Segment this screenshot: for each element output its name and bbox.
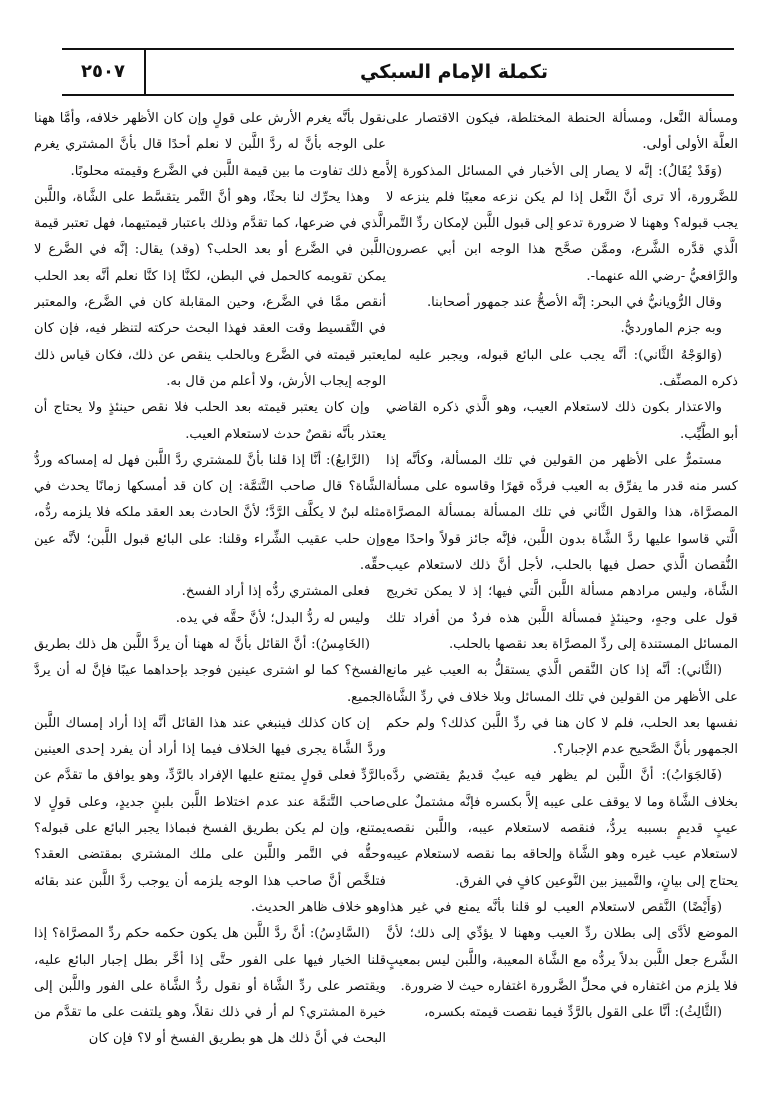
paragraph: ومسألة النَّعل، ومسألة الحنطة المختلطة، فيكون الاقتصار على العلَّة الأولى أولى. — [386, 111, 738, 153]
paragraph: (وَالوَجْهُ الثَّاني): أنَّه يجب على البائع قبوله، ويجبر عليه لما ذكره المصنِّف. — [386, 347, 738, 389]
paragraph: (السَّادِسُ): أنَّ ردَّ اللَّبن هل يكون حكمه حكم ردِّ المصرَّاة؟ إذا قلنا الخيار فيها على الفور حتَّى إذا أخَّر بطل إجبار البائع عليه، ويقتصر على ردِّ الشَّاة أو نقول ردُّ الشَّاة على الفور واللَّبن إلى خيرة المشتري؟ لم أر في ذلك نقلاً، وهو يلتفت على ما تقدَّم من البحث في أنَّ ذلك هل هو بطريق الفسخ أو لا؟ فإن كان — [34, 926, 386, 1047]
paragraph: إن كان كذلك فينبغي عند هذا القائل أنَّه إذا أراد إمساك اللَّبن وردَّ الشَّاة يجرى فيها الخلاف فيما إذا أراد أن يفرد إحدى العينين بالرَّدِّ فعلى قولٍ يمتنع عليها الإفراد بالرَّدِّ، وهو يوافق ما تقدَّم عن صاحب التَّتمَّة عند عدم اختلاط اللَّبن بلبنٍ جديدٍ، وعلى قولٍ لا يمتنع، وإن لم يكن بطريق الفسخ فبماذا يجبر البائع على قبوله؟ وحقُّه في التَّمر واللَّبن على ملك المشتري بمقتضى العقد؟ فتلخَّص أنَّ صاحب هذا الوجه يلزمه أن يوجب ردَّ اللَّبن عند بقائه وهو خلاف ظاهر الحديث. — [34, 715, 386, 915]
paragraph: وإن كان يعتبر قيمته بعد الحلب فلا نقص حينئذٍ ولا يحتاج أن يعتذر بأنَّه نقصٌ حدث لاستعلام العيب. — [34, 400, 386, 442]
paragraph: (الخَامِسُ): أنَّ القائل بأنَّ له ههنا أن يردَّ اللَّبن هل ذلك بطريق الفسخ؟ كما لو اشترى عينين فوجد بإحداهما عيبًا فإنَّ له أن يردَّ الجميع. — [34, 636, 386, 705]
page-title: تكملة الإمام السبكي — [360, 61, 548, 83]
page-number: ٢٥٠٧ — [62, 50, 146, 94]
paragraph: وهذا يحرِّك لنا بحثًا، وهو أنَّ التَّمر يتقسَّط على الشَّاة، واللَّبن الَّذي في ضرعها، كما تقدَّم وذلك باعتبار قيمتيهما، فهل تعتبر قيمة اللَّبن في الضَّرع أو بعد الحلب؟ (وقد) يقال: إنَّه في الضَّرع لا يمكن تقويمه كالحمل في البطن، لكنَّا إذا كنَّا نعلم أنَّه بعد الحلب أنقص ممَّا في الضَّرع، وحين المقابلة كان في الضَّرع، والمعتبر في التَّقسيط وقت العقد فهذا البحث حركته لتنظر فيه، فإن كان يعتبر قيمته في الضَّرع وبالحلب ينقص عن ذلك، فكان قياس ذلك الوجه إيجاب الأرش، ولا أعلم من قال به. — [34, 189, 386, 389]
paragraph: نقول بأنَّه يغرم الأرش على قولٍ وإن كان الأظهر خلافه، وأمَّا ههنا على الوجه بأنَّ له ردَّ اللَّبن لا نعلم أحدًا قال بأنَّ المشتري يغرم مع ذلك تفاوت ما بين قيمة اللَّبن في الضَّرع وقيمته محلوبًا. — [34, 111, 386, 179]
paragraph: مستمرٌّ على الأظهر من القولين في تلك المسألة، وكأنَّه إذا كسر منه قدر ما يفرِّق به العيب فردَّه قهرًا وقاسوه على مسألة المصرَّاة، هذا والقول الثَّاني في تلك المسألة بمسألة المصرَّاة الَّتي قاسوا عليها ردَّ الشَّاة بدون اللَّبن، فإنَّه جائز قولاً واحدًا مع النُّقصان الَّذي حصل فيها بالحلب، لأجل أنَّ ذلك لاستعلام عيب الشَّاة، وليس مرادهم مسألة اللَّبن الَّتي فيها؛ إذ لا يمكن تخريج قول على وجهٍ، وحينئذٍ فمسألة اللَّبن هذه فردٌ من أفراد تلك المسائل المستندة إلى ردِّ المصرَّاة بعد نقصها بالحلب. — [386, 452, 738, 652]
paragraph: (وَأَيْضًا) النَّقص لاستعلام العيب لو قلنا بأنَّه يمنع في غير هذا الموضع لأدَّى إلى بطلان ردِّ العيب وههنا لا يؤدِّي إلى ذلك؛ لأنَّ الشَّرع جعل اللَّبن بدلاً يردُّه مع الشَّاة المعيبة، واللَّبن ليس بمعيبٍ فلا يلزم من اغتفاره في محلِّ الضَّرورة اغتفاره حيث لا ضرورة. — [386, 899, 738, 994]
left-column — [34, 106, 386, 1086]
paragraph: (الثَّاني): أنَّه إذا كان النَّقص الَّذي يستقلُّ به العيب غير مانع على الأظهر من القولين في تلك المسائل وبلا خلاف في ردِّ الشَّاة نفسها بعد الحلب، فلم لا كان هنا في ردِّ اللَّبن كذلك؟ ولم حكم الجمهور بأنَّ الصَّحيح عدم الإجبار؟. — [386, 663, 738, 758]
paragraph: (الرَّابعُ): أنَّا إذا قلنا بأنَّ للمشتري ردَّ اللَّبن فهل له إمساكه وردُّ الشَّاة؟ قال صاحب التَّتمَّة: إن كان قد أمسكها زمانًا يحدث في مثله لبنٌ لا يكلَّف الرَّدَّ؛ لأنَّ الحادث بعد العقد ملكه فلا يلزمه ردُّه، وإن حلب عقيب الشِّراء وقلنا: على البائع قبول اللَّبن؛ لأنَّه عين حقِّه. — [34, 452, 386, 574]
paragraph: فعلى المشتري ردُّه إذا أراد الفسخ. — [181, 584, 370, 600]
paragraph: والاعتذار بكون ذلك لاستعلام العيب، وهو الَّذي ذكره القاضي أبو الطَّيِّب. — [386, 400, 738, 442]
paragraph: وبه جزم الماورديُّ. — [620, 321, 722, 337]
paragraph: (الثَّالِثُ): أنَّا على القول بالرَّدِّ فيما نقصت قيمته بكسره، — [424, 1005, 722, 1021]
right-column — [386, 106, 738, 1086]
paragraph: وليس له ردُّ البدل؛ لأنَّ حقَّه في يده. — [175, 610, 370, 626]
page-header — [62, 48, 734, 96]
paragraph: (فَالجَوَابُ): أنَّ اللَّبن لم يظهر فيه عيبٌ قديمٌ يقتضي ردَّه بخلاف الشَّاة وما لا يوقف على عيبه إلاَّ بكسره فإنَّه مشتملٌ على عيبٍ قديمٍ بسببه يردُّ، فنقصه لاستعلام عيبه، واللَّبن نقصه لاستعلام عيب غيره وهو الشَّاة وإلحاقه بما نقصه لاستعلام عيبه يحتاج إلى بيانٍ، والتَّمييز بين النَّوعين كافٍ في الفرق. — [386, 768, 738, 889]
paragraph: وقال الرُّويانيُّ في البحر: إنَّه الأصحُّ عند جمهور أصحابنا. — [426, 295, 722, 311]
paragraph: (وَقَدْ يُقَالُ): إنَّه لا يصار إلى الأخبار في المسائل المذكورة إلاَّ للضَّرورة، ألا ترى أنَّ النَّعل إذا لم يكن نزعه معيبًا فلم ينزعه لا يجب قبوله؟ وههنا لا ضرورة تدعو إلى قبول اللَّبن لإمكان ردِّ التَّمر الَّذي قدَّره الشَّرع، وممَّن صحَّح هذا الوجه ابن أبي عصرون والرَّافعيُّ -رضي الله عنهما-. — [386, 163, 738, 284]
